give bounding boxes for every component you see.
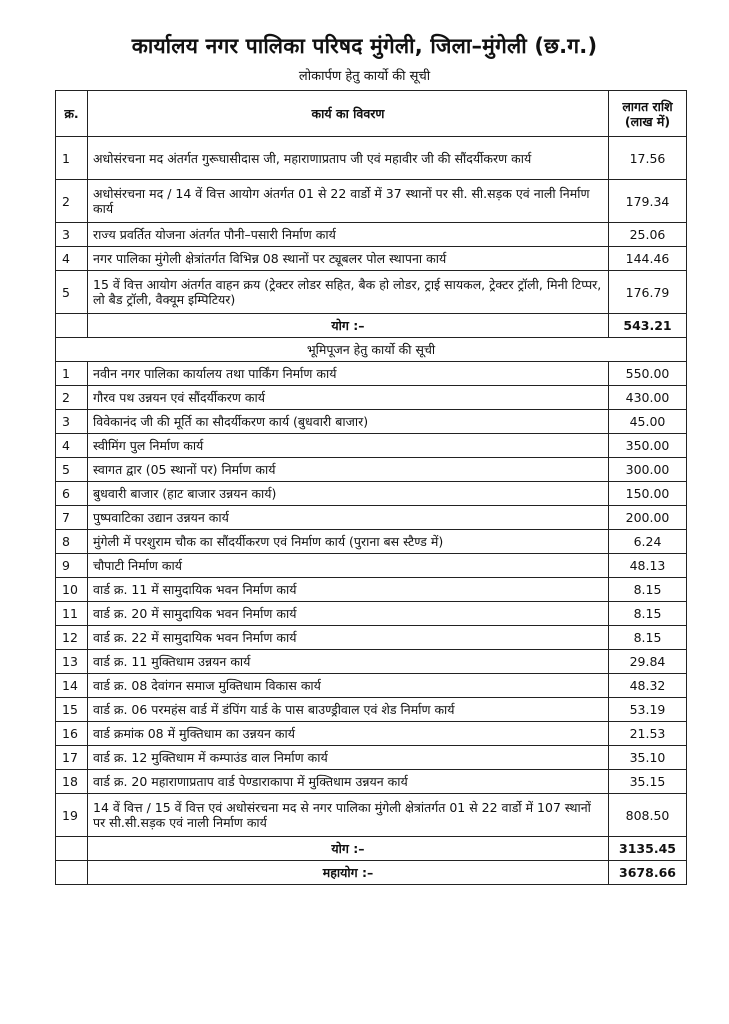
- table-row: [56, 530, 687, 554]
- table-row: [56, 271, 687, 314]
- row-amount: 17.56: [609, 137, 687, 180]
- row-description: वार्ड क्र. 20 महाराणाप्रताप वार्ड पेण्डाराकापा में मुक्तिधाम उन्नयन कार्य: [88, 770, 609, 794]
- row-sn: 9: [56, 554, 88, 578]
- row-sn: 7: [56, 506, 88, 530]
- table-row: [56, 506, 687, 530]
- row-description: चौपाटी निर्माण कार्य: [88, 554, 609, 578]
- row-description: वार्ड क्र. 08 देवांगन समाज मुक्तिधाम विकास कार्य: [88, 674, 609, 698]
- row-description: अधोसंरचना मद अंतर्गत गुरूघासीदास जी, महाराणाप्रताप जी एवं महावीर जी की सौंदर्यीकरण कार्य: [88, 137, 609, 180]
- row-sn: 19: [56, 794, 88, 837]
- row-sn: 18: [56, 770, 88, 794]
- section1-total-value: 543.21: [609, 314, 687, 338]
- row-description: गौरव पथ उन्नयन एवं सौंदर्यीकरण कार्य: [88, 386, 609, 410]
- row-sn: 4: [56, 434, 88, 458]
- table-row: [56, 578, 687, 602]
- table-row: [56, 362, 687, 386]
- table-row: [56, 247, 687, 271]
- row-description: विवेकानंद जी की मूर्ति का सौदर्यीकरण कार्य (बुधवारी बाजार): [88, 410, 609, 434]
- table-row: [56, 698, 687, 722]
- row-amount: 300.00: [609, 458, 687, 482]
- row-sn: 16: [56, 722, 88, 746]
- row-description: मुंगेली में परशुराम चौक का सौंदर्यीकरण एवं निर्माण कार्य (पुराना बस स्टैण्ड में): [88, 530, 609, 554]
- row-amount: 29.84: [609, 650, 687, 674]
- row-sn: 8: [56, 530, 88, 554]
- row-sn: 11: [56, 602, 88, 626]
- row-description: राज्य प्रवर्तित योजना अंतर्गत पौनी–पसारी निर्माण कार्य: [88, 223, 609, 247]
- section2-total-value: 3135.45: [609, 837, 687, 861]
- row-description: 14 वें वित्त / 15 वें वित्त एवं अधोसंरचना मद से नगर पालिका मुंगेली क्षेत्रांतर्गत 01 से 22 वार्डो में 107 स्थानों पर सी.सी.सड़क एवं नाली निर्माण कार्य: [88, 794, 609, 837]
- row-amount: 144.46: [609, 247, 687, 271]
- row-sn: 12: [56, 626, 88, 650]
- row-description: 15 वें वित्त आयोग अंतर्गत वाहन क्रय (ट्रेक्टर लोडर सहित, बैक हो लोडर, ट्राई सायकल, ट्रेक्टर ट्रॉली, मिनी टिप्पर, लो बैड ट्रॉली, वैक्यूम इम्पिटियर): [88, 271, 609, 314]
- row-amount: 48.32: [609, 674, 687, 698]
- table-row: [56, 602, 687, 626]
- table-row: [56, 223, 687, 247]
- row-description: वार्ड क्र. 12 मुक्तिधाम में कम्पाउंड वाल निर्माण कार्य: [88, 746, 609, 770]
- row-sn: 5: [56, 271, 88, 314]
- table-row: [56, 674, 687, 698]
- row-amount: 350.00: [609, 434, 687, 458]
- row-amount: 550.00: [609, 362, 687, 386]
- row-sn: 6: [56, 482, 88, 506]
- table-row: [56, 722, 687, 746]
- table-row: [56, 482, 687, 506]
- section2-heading-row: [56, 338, 687, 362]
- grand-total-row: [56, 861, 687, 885]
- table-row: [56, 458, 687, 482]
- column-header-amount: [609, 91, 687, 137]
- column-header-amount-line2: (लाख में): [624, 113, 671, 129]
- column-header-sn: क्र.: [56, 91, 88, 137]
- row-sn: 15: [56, 698, 88, 722]
- row-amount: 8.15: [609, 626, 687, 650]
- table-row: [56, 180, 687, 223]
- section1-total-label: योग :–: [88, 314, 609, 338]
- table-row: [56, 746, 687, 770]
- row-amount: 150.00: [609, 482, 687, 506]
- row-description: वार्ड क्र. 06 परमहंस वार्ड में डंपिंग यार्ड के पास बाउण्ड्रीवाल एवं शेड निर्माण कार्य: [88, 698, 609, 722]
- row-description: बुधवारी बाजार (हाट बाजार उन्नयन कार्य): [88, 482, 609, 506]
- table-row: [56, 626, 687, 650]
- row-amount: 48.13: [609, 554, 687, 578]
- row-description: वार्ड क्र. 22 में सामुदायिक भवन निर्माण कार्य: [88, 626, 609, 650]
- column-header-description: कार्य का विवरण: [88, 91, 609, 137]
- row-sn: 3: [56, 223, 88, 247]
- table-row: [56, 137, 687, 180]
- row-sn: 10: [56, 578, 88, 602]
- row-sn: 1: [56, 137, 88, 180]
- row-amount: 21.53: [609, 722, 687, 746]
- row-amount: 8.15: [609, 578, 687, 602]
- row-description: स्वागत द्वार (05 स्थानों पर) निर्माण कार्य: [88, 458, 609, 482]
- table-row: [56, 554, 687, 578]
- row-amount: 6.24: [609, 530, 687, 554]
- table-row: [56, 386, 687, 410]
- document-title: कार्यालय नगर पालिका परिषद मुंगेली, जिला–मुंगेली (छ.ग.): [131, 34, 598, 58]
- row-sn: 5: [56, 458, 88, 482]
- row-sn: 1: [56, 362, 88, 386]
- row-sn: 4: [56, 247, 88, 271]
- table-header-row: [56, 91, 687, 137]
- row-sn: 17: [56, 746, 88, 770]
- row-amount: 53.19: [609, 698, 687, 722]
- empty-cell: [56, 861, 88, 885]
- section1-total-row: [56, 314, 687, 338]
- table-row: [56, 794, 687, 837]
- row-description: नगर पालिका मुंगेली क्षेत्रांतर्गत विभिन्न 08 स्थानों पर ट्यूबलर पोल स्थापना कार्य: [88, 247, 609, 271]
- row-description: वार्ड क्र. 20 में सामुदायिक भवन निर्माण कार्य: [88, 602, 609, 626]
- row-amount: 179.34: [609, 180, 687, 223]
- table-row: [56, 410, 687, 434]
- row-sn: 3: [56, 410, 88, 434]
- row-description: स्वीमिंग पुल निर्माण कार्य: [88, 434, 609, 458]
- row-description: वार्ड क्र. 11 मुक्तिधाम उन्नयन कार्य: [88, 650, 609, 674]
- row-amount: 45.00: [609, 410, 687, 434]
- row-amount: 25.06: [609, 223, 687, 247]
- table-row: [56, 434, 687, 458]
- row-description: नवीन नगर पालिका कार्यालय तथा पार्किंग निर्माण कार्य: [88, 362, 609, 386]
- row-amount: 35.15: [609, 770, 687, 794]
- row-amount: 200.00: [609, 506, 687, 530]
- section2-total-row: [56, 837, 687, 861]
- row-sn: 13: [56, 650, 88, 674]
- section2-total-label: योग :–: [88, 837, 609, 861]
- table-row: [56, 770, 687, 794]
- column-header-amount-line1: लागत राशि: [622, 98, 673, 114]
- row-description: अधोसंरचना मद / 14 वें वित्त आयोग अंतर्गत 01 से 22 वार्डो में 37 स्थानों पर सी. सी.सड़क एवं नाली निर्माण कार्य: [88, 180, 609, 223]
- row-description: वार्ड क्र. 11 में सामुदायिक भवन निर्माण कार्य: [88, 578, 609, 602]
- row-amount: 808.50: [609, 794, 687, 837]
- section2-heading: भूमिपूजन हेतु कार्यो की सूची: [56, 338, 687, 362]
- works-table: [55, 90, 687, 885]
- row-sn: 2: [56, 180, 88, 223]
- row-description: वार्ड क्रमांक 08 में मुक्तिधाम का उन्नयन कार्य: [88, 722, 609, 746]
- grand-total-label: महायोग :–: [88, 861, 609, 885]
- row-sn: 14: [56, 674, 88, 698]
- row-description: पुष्पवाटिका उद्यान उन्नयन कार्य: [88, 506, 609, 530]
- grand-total-value: 3678.66: [609, 861, 687, 885]
- row-amount: 430.00: [609, 386, 687, 410]
- row-amount: 176.79: [609, 271, 687, 314]
- document-subtitle: लोकार्पण हेतु कार्यो की सूची: [298, 69, 431, 84]
- row-amount: 35.10: [609, 746, 687, 770]
- row-sn: 2: [56, 386, 88, 410]
- table-row: [56, 650, 687, 674]
- empty-cell: [56, 314, 88, 338]
- row-amount: 8.15: [609, 602, 687, 626]
- empty-cell: [56, 837, 88, 861]
